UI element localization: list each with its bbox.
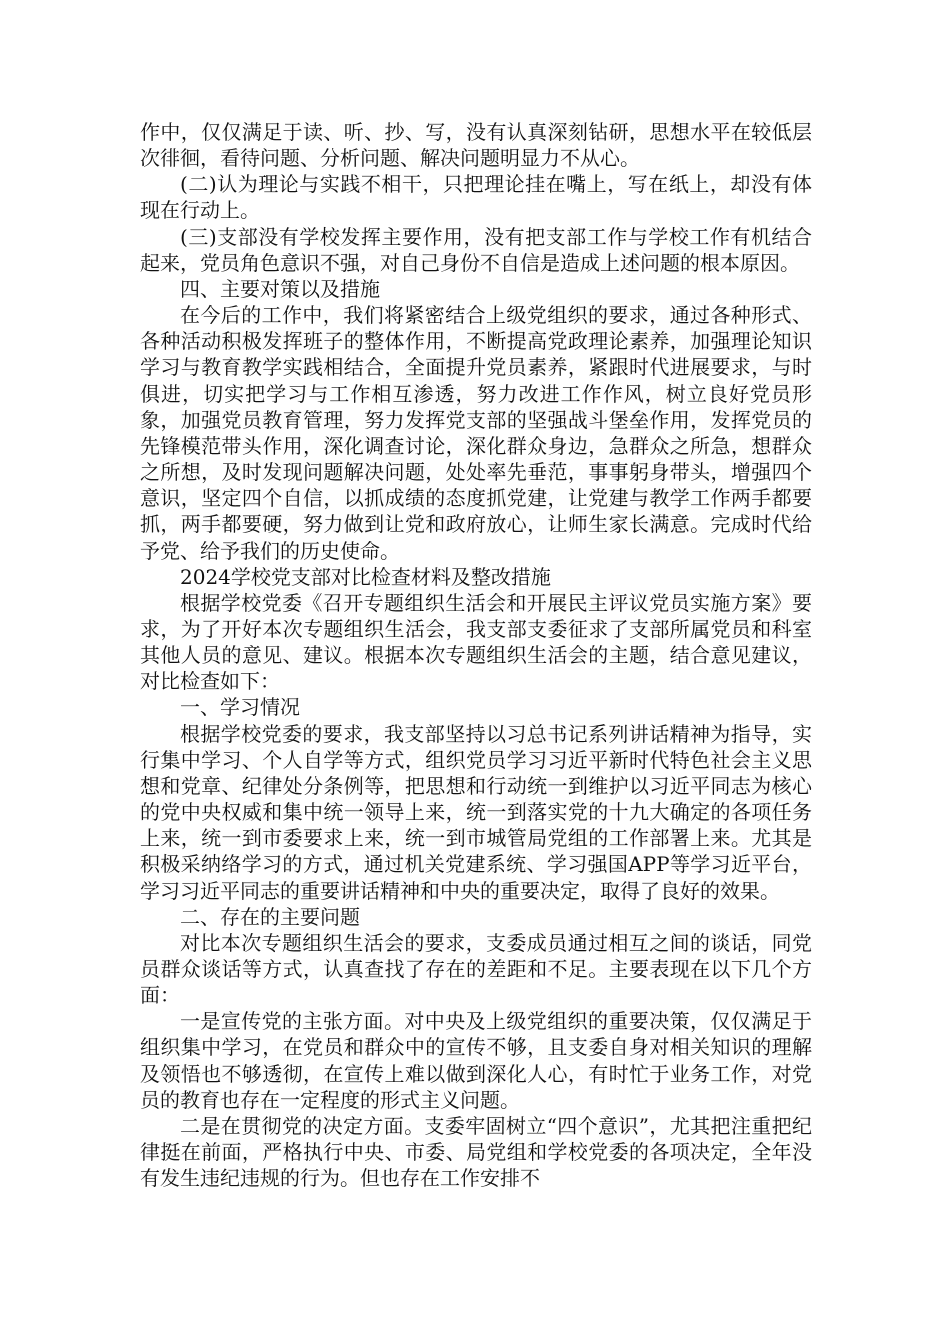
paragraph-continuation-study-depth: 作中，仅仅满足于读、听、抄、写，没有认真深刻钻研，思想水平在较低层次徘徊，看待问题、分析问题、解决问题明显力不从心。	[140, 120, 812, 171]
paragraph-problem-3: (三)支部没有学校发挥主要作用，没有把支部工作与学校工作有机结合起来，党员角色意识不强，对自己身份不自信是造成上述问题的根本原因。	[140, 224, 812, 275]
paragraph-study: 根据学校党委的要求，我支部坚持以习总书记系列讲话精神为指导，实行集中学习、个人自学等方式，组织党员学习习近平新时代特色社会主义思想和党章、纪律处分条例等，把思想和行动统一到维护以习近平同志为核心的党中央权威和集中统一领导上来，统一到落实党的十九大确定的各项任务上来，统一到市委要求上来，统一到市城管局党组的工作部署上来。尤其是积极采纳络学习的方式，通过机关党建系统、学习强国APP等学习近平台，学习习近平同志的重要讲话精神和中央的重要决定，取得了良好的效果。	[140, 721, 812, 903]
document-body	[140, 119, 812, 1191]
document-title-2024-inspection: 2024学校党支部对比检查材料及整改措施	[180, 564, 551, 589]
section-heading-study: 一、学习情况	[180, 695, 300, 720]
paragraph-problem-publicity: 一是宣传党的主张方面。对中央及上级党组织的重要决策，仅仅满足于组织集中学习，在党员和群众中的宣传不够，且支委自身对相关知识的理解及领悟也不够透彻，在宣传上难以做到深化人心，有时忙于业务工作，对党员的教育也存在一定程度的形式主义问题。	[140, 1009, 812, 1112]
paragraph-problem-2: (二)认为理论与实践不相干，只把理论挂在嘴上，写在纸上，却没有体现在行动上。	[140, 172, 812, 223]
paragraph-measures: 在今后的工作中，我们将紧密结合上级党组织的要求，通过各种形式、各种活动积极发挥班子的整体作用，不断提高党政理论素养，加强理论知识学习与教育教学实践相结合，全面提升党员素养，紧跟时代进展要求，与时俱进，切实把学习与工作相互渗透，努力改进工作作风，树立良好党员形象，加强党员教育管理，努力发挥党支部的坚强战斗堡垒作用，发挥党员的先锋模范带头作用，深化调查讨论，深化群众身边，急群众之所急，想群众之所想，及时发现问题解决问题，处处率先垂范，事事躬身带头，增强四个意识，坚定四个自信，以抓成绩的态度抓党建，让党建与教学工作两手都要抓，两手都要硬，努力做到让党和政府放心，让师生家长满意。完成时代给予党、给予我们的历史使命。	[140, 303, 812, 563]
paragraph-problems-intro: 对比本次专题组织生活会的要求，支委成员通过相互之间的谈话，同党员群众谈话等方式，认真查找了存在的差距和不足。主要表现在以下几个方面：	[140, 930, 812, 1008]
paragraph-problem-implementation: 二是在贯彻党的决定方面。支委牢固树立“四个意识”，尤其把注重把纪律挺在前面，严格执行中央、市委、局党组和学校党委的各项决定，全年没有发生违纪违规的行为。但也存在工作安排不	[140, 1113, 812, 1191]
paragraph-intro: 根据学校党委《召开专题组织生活会和开展民主评议党员实施方案》要求，为了开好本次专题组织生活会，我支部支委征求了支部所属党员和科室其他人员的意见、建议。根据本次专题组织生活会的主题，结合意见建议，对比检查如下：	[140, 590, 812, 694]
section-heading-problems: 二、存在的主要问题	[180, 904, 360, 929]
section-heading-measures: 四、主要对策以及措施	[180, 276, 380, 301]
